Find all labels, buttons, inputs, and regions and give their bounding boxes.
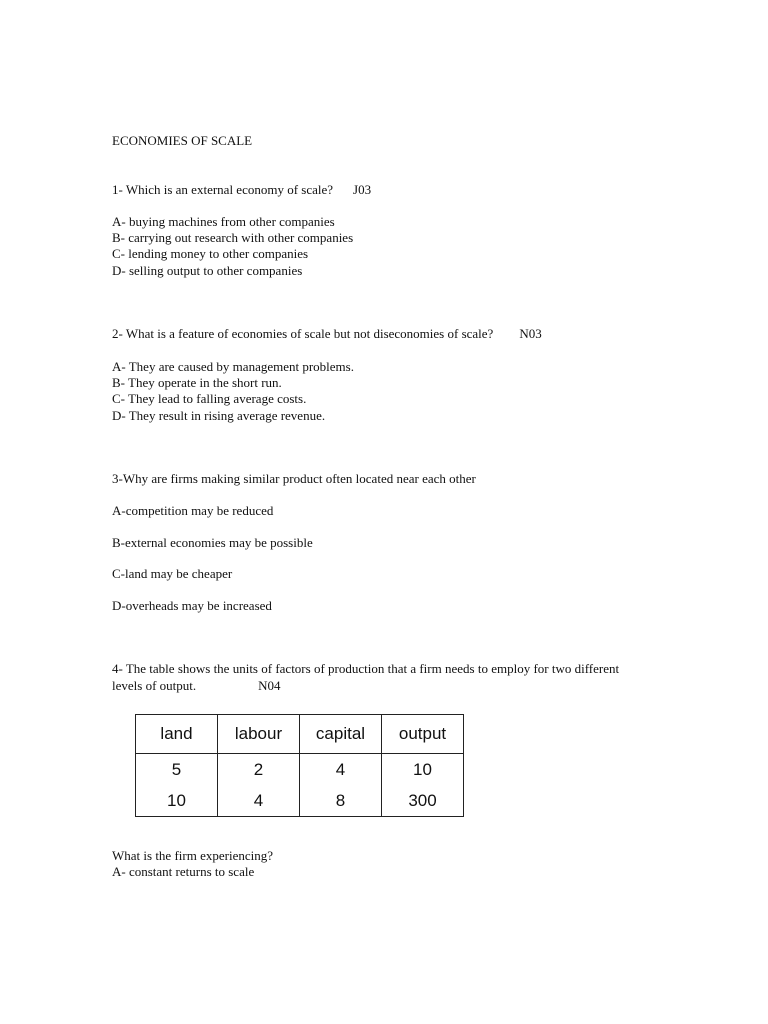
question-4-text-line-1: 4- The table shows the units of factors of production that a firm needs to employ for two different (112, 661, 620, 676)
question-2-option-a: A- They are caused by management problems. (112, 359, 354, 374)
question-2-text: 2- What is a feature of economies of scale but not diseconomies of scale? (112, 326, 494, 341)
question-4-line-2 (112, 678, 281, 694)
table-cell: 10 (382, 754, 464, 786)
page-title: ECONOMIES OF SCALE (112, 133, 253, 148)
question-2-option-b: B- They operate in the short run. (112, 375, 282, 390)
table-cell: 2 (218, 754, 300, 786)
table-cell: 10 (136, 785, 218, 817)
factors-of-production-table (135, 714, 464, 817)
question-3-option-a: A-competition may be reduced (112, 503, 274, 518)
question-1 (112, 182, 371, 198)
question-4-code: N04 (258, 678, 281, 693)
table-cell: 300 (382, 785, 464, 817)
question-2-option-d: D- They result in rising average revenue. (112, 408, 326, 423)
question-1-text: 1- Which is an external economy of scale? (112, 182, 334, 197)
question-2-code: N03 (519, 326, 542, 341)
question-4-option-a: A- constant returns to scale (112, 864, 255, 879)
question-4-followup: What is the firm experiencing? (112, 848, 273, 863)
table-header-row (136, 715, 464, 754)
table-header-labour: labour (218, 715, 300, 754)
table-header-output: output (382, 715, 464, 754)
table-header-land: land (136, 715, 218, 754)
table-cell: 4 (218, 785, 300, 817)
question-1-option-a: A- buying machines from other companies (112, 214, 335, 229)
table-header-capital: capital (300, 715, 382, 754)
table-cell: 8 (300, 785, 382, 817)
table-row (136, 754, 464, 786)
question-2-option-c: C- They lead to falling average costs. (112, 391, 307, 406)
question-1-option-b: B- carrying out research with other companies (112, 230, 354, 245)
question-1-option-d: D- selling output to other companies (112, 263, 303, 278)
question-3-option-d: D-overheads may be increased (112, 598, 272, 613)
question-2 (112, 326, 542, 342)
question-4-text-line-2: levels of output. (112, 678, 197, 693)
question-1-code: J03 (353, 182, 372, 197)
question-3-text: 3-Why are firms making similar product often located near each other (112, 471, 476, 486)
table-cell: 5 (136, 754, 218, 786)
question-1-option-c: C- lending money to other companies (112, 246, 309, 261)
question-3-option-b: B-external economies may be possible (112, 535, 313, 550)
table-row (136, 785, 464, 817)
question-3-option-c: C-land may be cheaper (112, 566, 233, 581)
table-cell: 4 (300, 754, 382, 786)
